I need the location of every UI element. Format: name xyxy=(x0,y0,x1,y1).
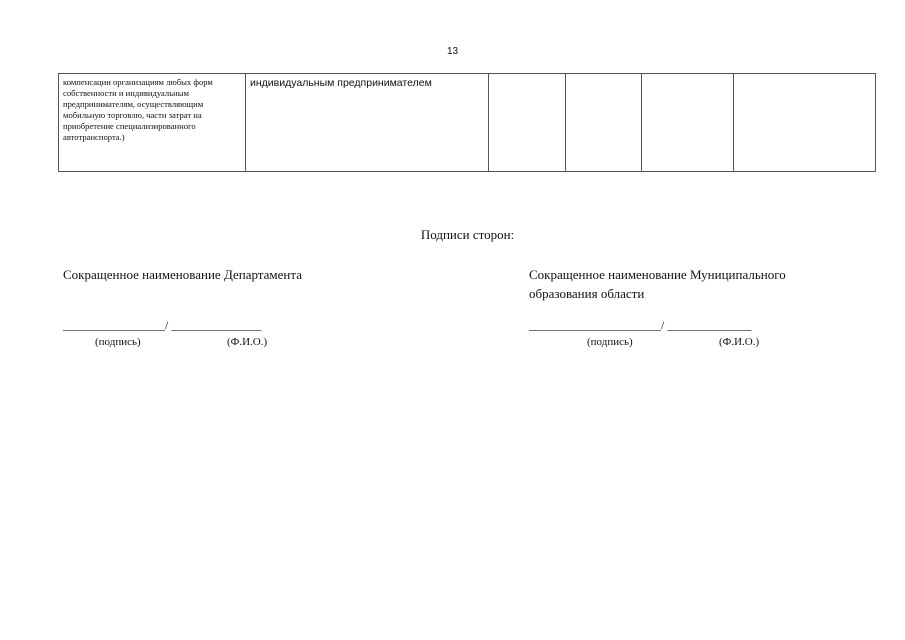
page-number: 13 xyxy=(446,46,459,57)
table-cell xyxy=(642,74,734,172)
signatures-heading: Подписи сторон: xyxy=(420,227,515,242)
name-label-department: (Ф.И.О.) xyxy=(227,336,268,348)
table-row xyxy=(59,74,876,172)
signature-label-department: (подпись) xyxy=(95,336,141,348)
table-cell xyxy=(489,74,566,172)
data-table xyxy=(58,73,876,172)
name-label-municipality: (Ф.И.О.) xyxy=(719,336,760,348)
table-cell xyxy=(566,74,642,172)
table-cell: компенсации организациям любых форм собственности и индивидуальным предпринимателям, осуществляющим мобильную торговлю, части затрат на приобретение специализированного автотранспорта.) xyxy=(59,74,246,172)
table-cell xyxy=(734,74,876,172)
signature-line-department: _________________/ _______________ xyxy=(63,318,262,332)
signature-label-municipality: (подпись) xyxy=(587,336,633,348)
table-cell: индивидуальным предпринимателем xyxy=(246,74,489,172)
signature-line-municipality: ______________________/ ______________ xyxy=(529,318,752,332)
party-name-department: Сокращенное наименование Департамента xyxy=(63,267,302,282)
party-name-municipality: Сокращенное наименование Муниципального образования области xyxy=(529,267,786,301)
